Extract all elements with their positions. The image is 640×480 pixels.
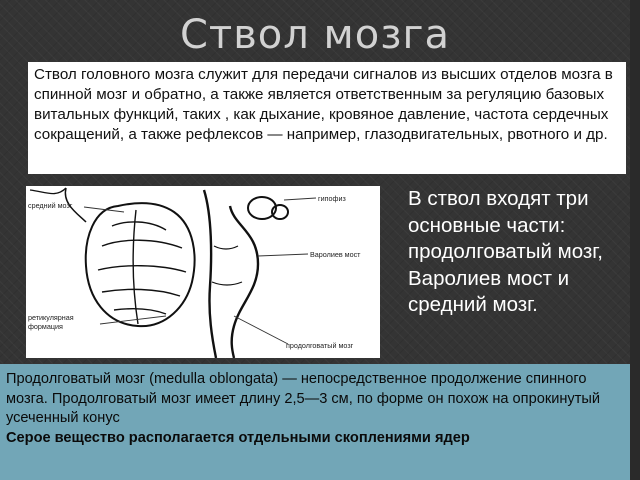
bottom-paragraph: Продолговатый мозг (medulla oblongata) — непосредственное продолжение спинного мозга. Продолговатый мозг имеет длину 2,5—3 см, по форме он похож на опрокинутый усеченный конус [6, 371, 601, 426]
pituitary-shape [248, 197, 276, 219]
intro-text: Ствол головного мозга служит для передачи сигналов из высших отделов мозга в спинной мозг и обратно, а также является ответственным за регуляцию базовых витальных функций, таких , как дыхание, кровяное давление, частота сердечных сокращений, а также рефлексов — например, глазодвигательных, рвотного и др. [28, 62, 626, 174]
brainstem-outline [204, 190, 216, 358]
brainstem-diagram [26, 186, 380, 358]
label-pons: Варолиев мост [310, 250, 361, 259]
label-midbrain: средний мозг [28, 201, 73, 210]
slide-title: Ствол мозга [179, 12, 450, 58]
side-text: В ствол входят три основные части: продолговатый мозг, Варолиев мост и средний мозг. [408, 187, 603, 316]
bottom-info-box [0, 364, 630, 480]
label-reticular-1: ретикулярная [28, 313, 74, 322]
label-pituitary: гипофиз [318, 194, 346, 203]
bottom-bold-line: Серое вещество располагается отдельными скоплениями ядер [6, 429, 470, 446]
label-medulla: продолговатый мозг [286, 341, 354, 350]
label-reticular-2: формация [28, 322, 63, 331]
